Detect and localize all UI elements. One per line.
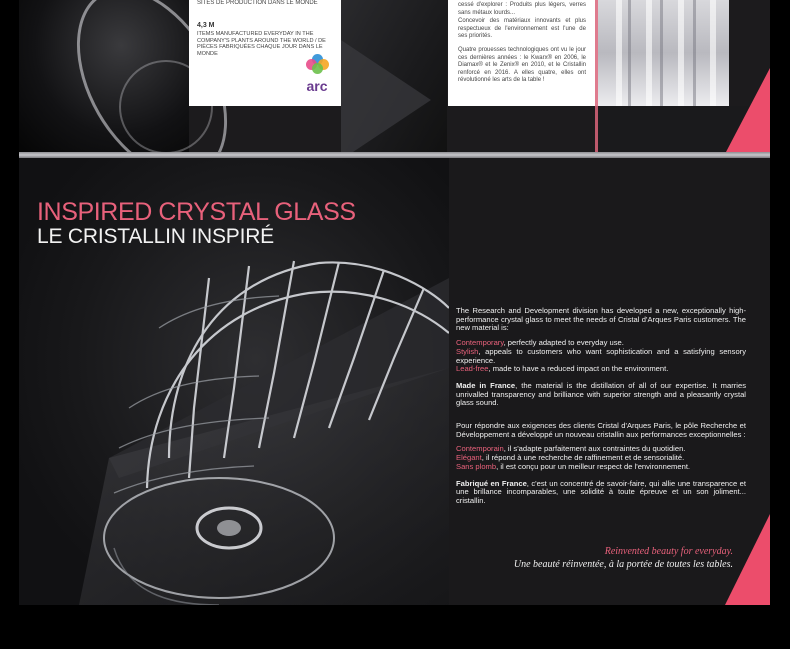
fabrique-en-france-french	[456, 480, 746, 506]
tagline-french: Une beauté réinventée, à la portée de toutes les tables.	[513, 559, 733, 570]
fabrique-en-france-text: , c'est un concentré de savoir-faire, qui allie une transparence et une brillance incomparables, une solidité à toute épreuve et un son joliment... cristallin.	[456, 478, 746, 505]
stats-caption: SITES DE PRODUCTION DANS LE MONDE	[197, 0, 318, 6]
main-brochure-spread	[19, 158, 770, 605]
feature-sans-plomb-text: , il est conçu pour un meilleur respect de l'environnement.	[496, 461, 691, 471]
intro-english: The Research and Development division has developed a new, exceptionally high-performance crystal glass to meet the needs of Cristal d'Arques Paris customers. The new material is:	[456, 306, 746, 333]
top-brochure-spread	[19, 0, 770, 152]
feature-stylish-text: , appeals to customers who want sophistication and a satisfying sensory experience.	[456, 346, 746, 365]
feature-lead-free-text: , made to have a reduced impact on the environment.	[488, 364, 669, 374]
feature-sans-plomb: Sans plomb	[456, 461, 497, 471]
feature-contemporary: Contemporary	[456, 338, 504, 348]
crystal-glass-photo	[19, 158, 449, 605]
headline-french: LE CRISTALLIN INSPIRÉ	[37, 225, 274, 248]
stat-description: ITEMS MANUFACTURED EVERYDAY IN THE COMPANY'S PLANTS AROUND THE WORLD / DE PIÈCES FABRIQUÉES CHAQUE JOUR DANS LE MONDE	[197, 31, 326, 57]
intro-french: Pour répondre aux exigences des clients Cristal d'Arques Paris, le pôle Recherche et Développement a développé un nouveau cristallin aux performances exceptionnelles :	[456, 421, 746, 439]
innovation-para-1: cessé d'explorer : Produits plus légers, verres sans métaux lourds...	[458, 2, 586, 16]
fabrique-en-france-label: Fabriqué en France	[456, 478, 527, 488]
features-french	[456, 445, 746, 471]
pink-triangle-accent	[726, 68, 770, 152]
made-in-france-label: Made in France	[456, 380, 516, 390]
feature-contemporain: Contemporain	[456, 444, 504, 454]
stats-card	[189, 0, 341, 106]
features-english	[456, 339, 746, 374]
tagline-english: Reinvented beauty for everyday.	[604, 546, 733, 557]
feature-contemporary-text: , perfectly adapted to everyday use.	[503, 338, 624, 348]
made-in-france-text: , the material is the distillation of all of our expertise. It marries unrivalled transparency and brilliance with superior strength and a pleasantly crystal glass sound.	[456, 380, 747, 408]
dark-photo-panel	[341, 0, 447, 152]
logo-wordmark: arc	[306, 78, 328, 94]
feature-elegant-text: , il répond à une recherche de raffinement et de sensorialité.	[481, 453, 685, 463]
innovation-text-card	[448, 0, 598, 106]
feature-contemporain-text: , il s'adapte parfaitement aux contraintes du quotidien.	[503, 444, 686, 454]
innovation-para-3: Quatre prouesses technologiques ont vu le jour ces dernières années : le Kwarx® en 2006, le Diamax® et le Zenix® en 2010, et le Cristallin renforcé en 2016. A elles quatre, elles ont révolutionné les arts de la table !	[458, 47, 586, 83]
light-shard	[341, 40, 431, 152]
made-in-france-english	[456, 382, 746, 408]
feature-stylish: Stylish	[456, 346, 479, 356]
headline-english: INSPIRED CRYSTAL GLASS	[37, 198, 356, 226]
pink-triangle-corner	[725, 514, 770, 605]
glass-stem-photo	[19, 0, 189, 152]
innovation-para-2: Concevoir des matériaux innovants et plus respectueux de l'environnement est l'une de ses priorités.	[458, 18, 586, 39]
feature-lead-free: Lead-free	[456, 364, 489, 374]
feature-elegant: Elégant	[456, 453, 482, 463]
body-copy	[456, 307, 746, 512]
glassware-shelf-photo	[598, 0, 729, 106]
arc-logo	[301, 52, 333, 100]
stat-number: 4,3 M	[197, 22, 215, 29]
